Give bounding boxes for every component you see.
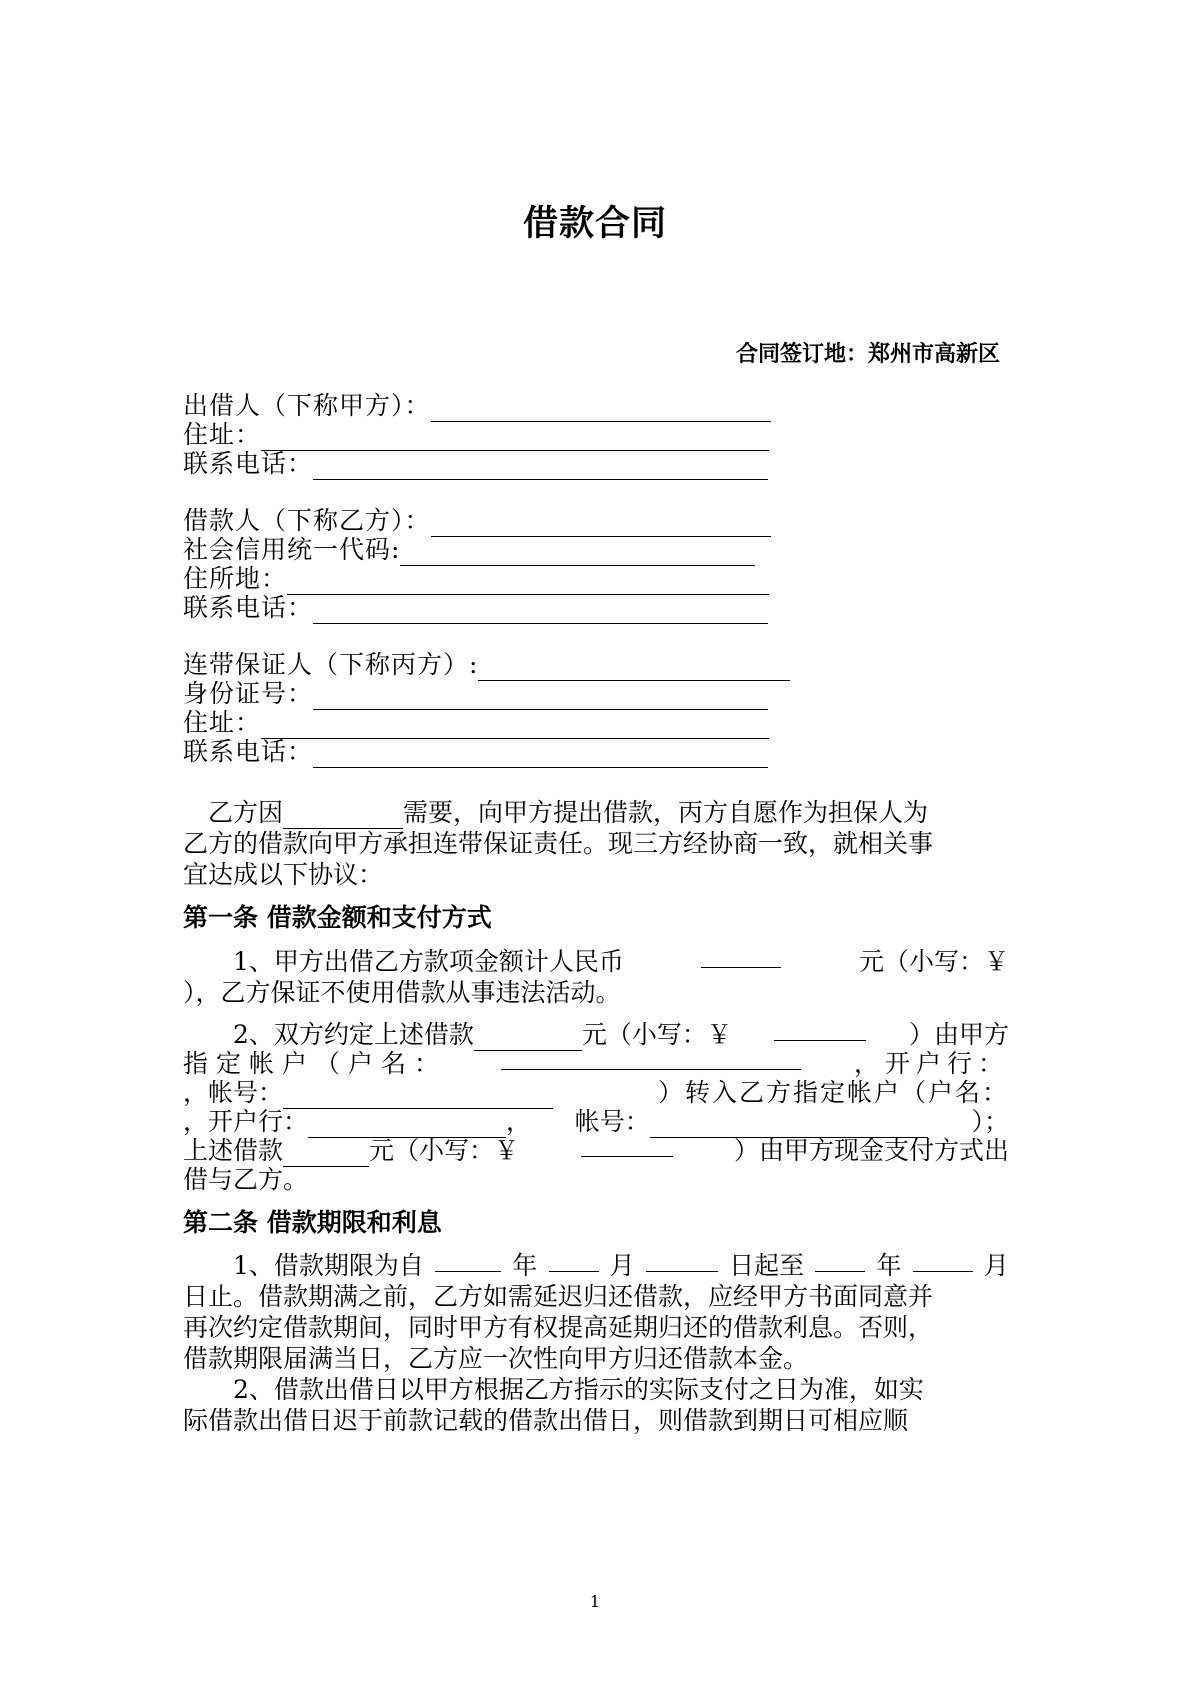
article1-p1-b: 元（小写：￥ [858,947,1009,976]
article2-year2-label: 年 [876,1251,902,1280]
start-month-blank[interactable] [549,1246,599,1272]
article2-month2-label: 月 [983,1251,1009,1280]
article1-p2-k: ）； [971,1107,1009,1136]
intro-l1a: 乙方因 [208,798,284,827]
article1-amount-blank[interactable] [701,942,781,968]
cash-small-blank[interactable] [581,1131,673,1157]
borrower-phone-field [183,592,768,624]
article2-p1-line1 [183,1246,1009,1278]
borrower-credit-code-blank[interactable] [400,539,755,566]
article2-p1-line2: 日止。借款期满之前，乙方如需延迟归还借款，应经甲方书面同意并 [183,1282,934,1311]
guarantor-id-label: 身份证号： [183,679,314,708]
article1-p2-line2 [183,1044,1009,1076]
article2-day-to-label: 日起至 [729,1251,805,1280]
borrower-phone-blank[interactable] [313,597,768,624]
lender-address-blank[interactable] [261,424,769,451]
lender-account-name-blank[interactable] [501,1044,801,1070]
article1-p2-l: 上述借款 [183,1136,284,1165]
lender-phone-label: 联系电话： [183,449,314,478]
lender-phone-field [183,448,768,480]
guarantor-address-label: 住址： [183,708,262,737]
article2-p1-a: 1、借款期限为自 [233,1251,424,1280]
lender-name-blank[interactable] [431,395,771,422]
borrower-name-blank[interactable] [431,510,771,537]
lender-name-label: 出借人（下称甲方）： [183,391,431,420]
article2-p2-line2: 际借款出借日迟于前款记载的借款出借日，则借款到期日可相应顺 [183,1406,909,1435]
intro-line-3: 宜达成以下协议： [183,860,384,889]
guarantor-id-field [183,678,768,710]
article1-p2-d: 指定帐户（户名： [183,1049,448,1078]
guarantor-name-blank[interactable] [478,654,790,681]
signing-place: 合同签订地：郑州市高新区 [735,342,1000,367]
intro-line-1 [183,793,1009,825]
article1-p2-e: ，开户行： [853,1049,1009,1078]
article1-p2-line3 [183,1073,1009,1105]
article1-p2-i: ， [506,1107,532,1136]
intro-l1b: 需要，向甲方提出借款，丙方自愿作为担保人为 [403,798,929,827]
article1-p1-line2: ），乙方保证不使用借款从事违法活动。 [183,978,621,1007]
borrower-name-label: 借款人（下称乙方）： [183,506,431,535]
guarantor-phone-label: 联系电话： [183,737,314,766]
end-month-blank[interactable] [913,1246,973,1272]
article1-p2-line1 [183,1015,1009,1047]
article2-heading: 第二条 借款期限和利息 [183,1208,442,1237]
intro-line-2: 乙方的借款向甲方承担连带保证责任。现三方经协商一致，就相关事 [183,829,934,858]
guarantor-phone-blank[interactable] [313,741,768,768]
article1-p2-h: ，开户行： [183,1107,309,1136]
article1-p2-c: ）由甲方 [908,1020,1009,1049]
guarantor-address-blank[interactable] [261,712,769,739]
end-year-blank[interactable] [815,1246,865,1272]
lender-address-label: 住址： [183,420,262,449]
lender-name-field [183,390,771,422]
article1-p2-line5 [183,1131,1009,1163]
article2-p1-line3: 再次约定借款期间，同时甲方有权提高延期归还的借款利息。否则， [183,1313,934,1342]
article1-p2-n: ）由甲方现金支付方式出 [733,1136,1009,1165]
article2-p1-line4: 借款期限届满当日，乙方应一次性向甲方归还借款本金。 [183,1344,809,1373]
borrower-credit-code-label: 社会信用统一代码: [183,535,401,564]
article1-p2-line4 [183,1102,1009,1134]
article1-p2-line6: 借与乙方。 [183,1165,309,1194]
article2-year-label: 年 [512,1251,538,1280]
article1-p1-a: 1、甲方出借乙方款项金额计人民币 [233,947,624,976]
article1-p2-g: ）转入乙方指定帐户（户名： [657,1078,1009,1107]
article1-heading: 第一条 借款金额和支付方式 [183,903,492,932]
borrower-domicile-label: 住所地： [183,564,288,593]
article1-p2-small-blank[interactable] [774,1015,866,1041]
article1-p2-b: 元（小写：￥ [581,1020,732,1049]
borrower-domicile-blank[interactable] [287,568,769,595]
article1-p2-a: 2、双方约定上述借款 [233,1020,474,1049]
lender-phone-blank[interactable] [313,453,768,480]
article1-p2-m: 元（小写：￥ [369,1136,520,1165]
borrower-phone-label: 联系电话： [183,593,314,622]
article1-p2-j: 帐号： [574,1107,650,1136]
start-day-blank[interactable] [646,1246,718,1272]
guarantor-phone-field [183,736,768,768]
article2-p2-line1: 2、借款出借日以甲方根据乙方指示的实际支付之日为准，如实 [233,1375,924,1404]
article1-p1-line1 [183,942,1009,974]
article2-month-label: 月 [609,1251,635,1280]
page-number: 1 [589,1592,601,1611]
document-title: 借款合同 [522,204,667,244]
start-year-blank[interactable] [435,1246,501,1272]
article1-p2-f: ，帐号： [183,1078,284,1107]
guarantor-id-blank[interactable] [313,683,768,710]
guarantor-name-label: 连带保证人（下称丙方）: [183,650,479,679]
